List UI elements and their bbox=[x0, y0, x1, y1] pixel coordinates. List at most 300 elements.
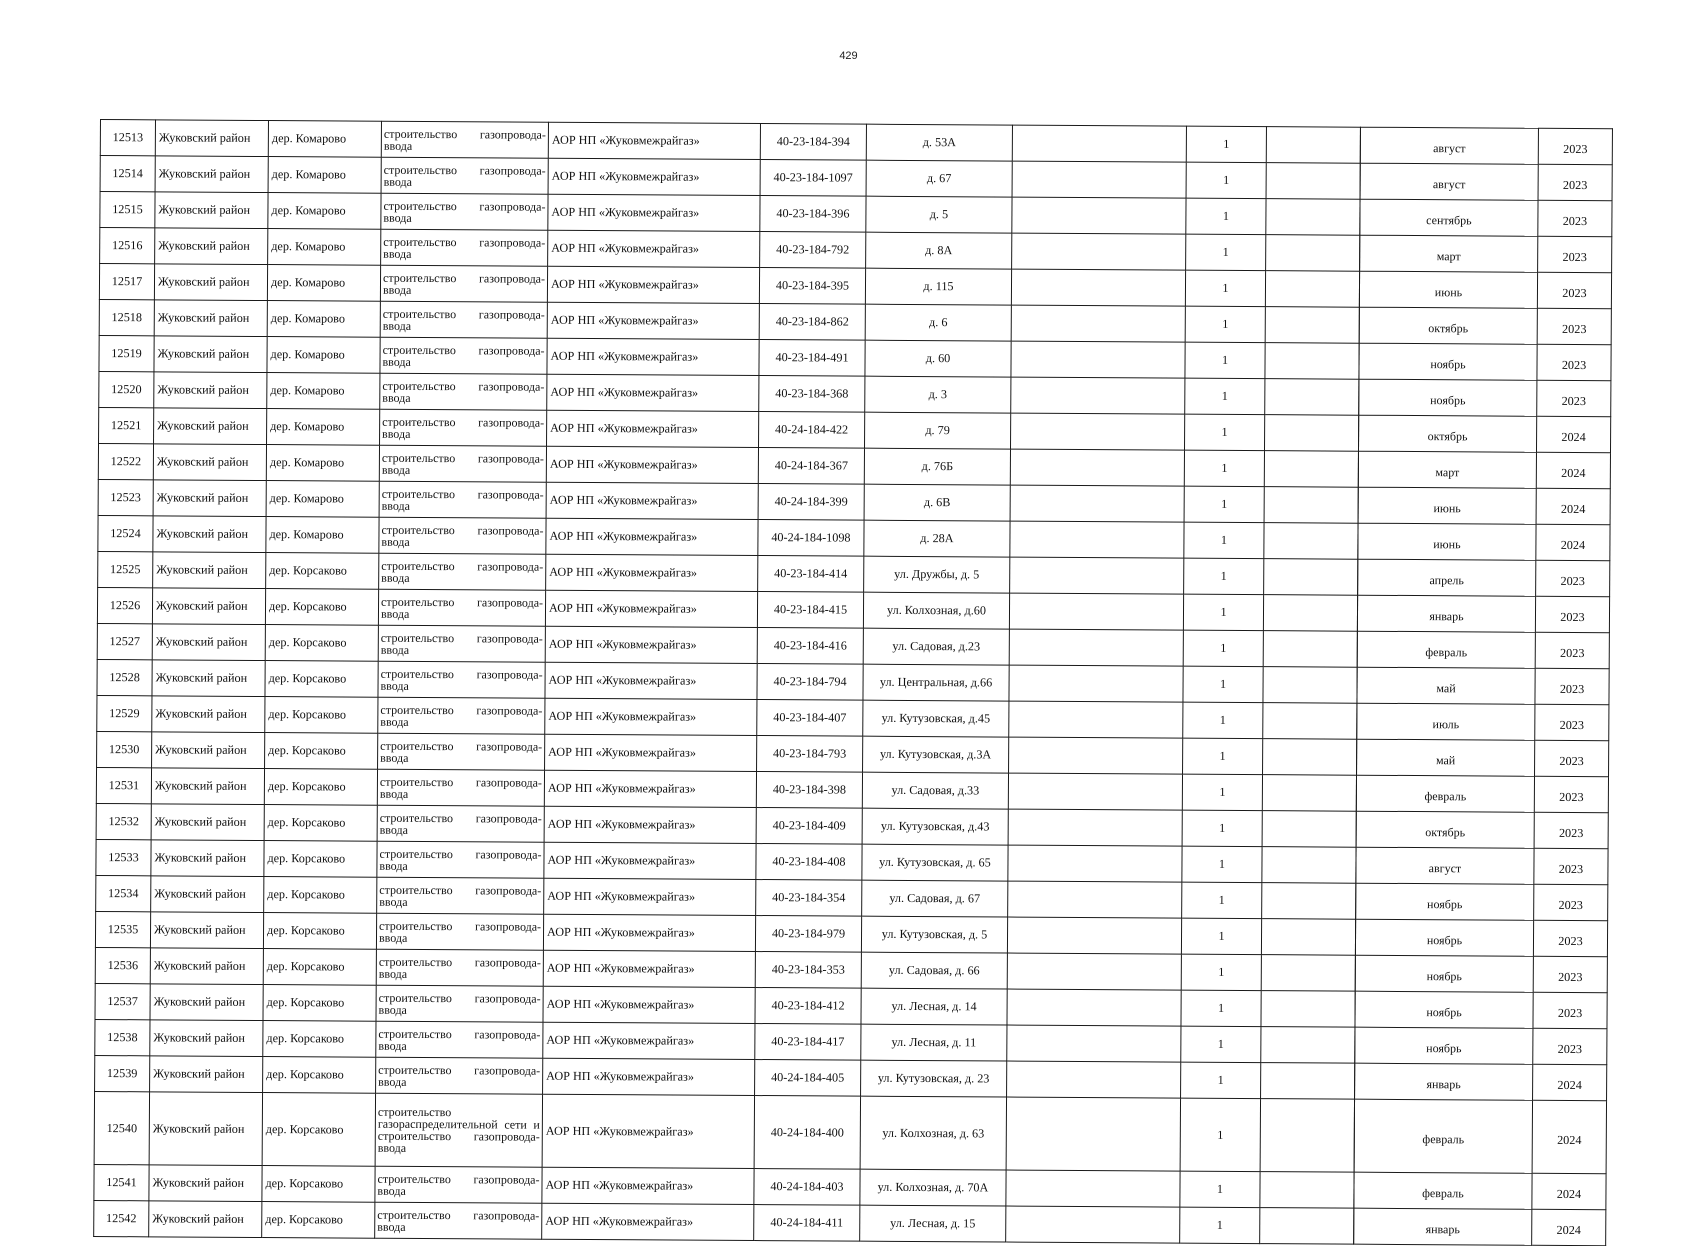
empty-cell bbox=[1007, 917, 1181, 954]
year-cell: 2024 bbox=[1533, 1064, 1607, 1100]
organization-cell: АОР НП «Жуковмежрайгаз» bbox=[544, 842, 756, 879]
empty-cell bbox=[1264, 523, 1358, 560]
month-cell: январь bbox=[1354, 1208, 1532, 1245]
row-number: 12518 bbox=[99, 299, 154, 335]
year-cell: 2023 bbox=[1533, 1028, 1607, 1064]
empty-cell bbox=[1261, 1027, 1355, 1064]
organization-cell: АОР НП «Жуковмежрайгаз» bbox=[543, 1058, 755, 1095]
address-cell: ул. Садовая, д. 67 bbox=[862, 880, 1008, 917]
work-type-cell: строительство газопровода-ввода bbox=[381, 229, 548, 266]
quantity-cell: 1 bbox=[1180, 1207, 1260, 1243]
year-cell: 2024 bbox=[1532, 1173, 1606, 1209]
empty-cell bbox=[1009, 629, 1183, 666]
year-cell: 2024 bbox=[1532, 1209, 1606, 1245]
year-cell: 2023 bbox=[1533, 992, 1607, 1028]
district-cell: Жуковский район bbox=[153, 552, 266, 589]
village-cell: дер. Корсаково bbox=[264, 841, 377, 878]
year-cell: 2023 bbox=[1533, 920, 1607, 956]
quantity-cell: 1 bbox=[1183, 630, 1263, 666]
year-cell: 2023 bbox=[1534, 848, 1608, 884]
work-type-cell: строительство газопровода-ввода bbox=[379, 553, 546, 590]
row-number: 12533 bbox=[96, 839, 151, 875]
work-type-cell: строительство газопровода-ввода bbox=[378, 589, 545, 626]
empty-cell bbox=[1265, 307, 1359, 344]
empty-cell bbox=[1009, 665, 1183, 702]
quantity-cell: 1 bbox=[1185, 342, 1265, 378]
village-cell: дер. Корсаково bbox=[263, 1021, 376, 1058]
row-number: 12534 bbox=[96, 875, 151, 911]
empty-cell bbox=[1006, 1206, 1180, 1243]
row-number: 12515 bbox=[100, 192, 155, 228]
organization-cell: АОР НП «Жуковмежрайгаз» bbox=[546, 446, 758, 483]
year-cell: 2023 bbox=[1538, 236, 1612, 272]
work-type-cell: строительство газопровода-ввода bbox=[381, 157, 548, 194]
object-code-cell: 40-23-184-1097 bbox=[760, 160, 866, 197]
work-type-cell: строительство газопровода-ввода bbox=[375, 1202, 542, 1239]
village-cell: дер. Комарово bbox=[266, 481, 379, 518]
year-cell: 2023 bbox=[1534, 812, 1608, 848]
month-cell: октябрь bbox=[1356, 811, 1534, 848]
month-cell: февраль bbox=[1354, 1172, 1532, 1209]
empty-cell bbox=[1011, 341, 1185, 378]
row-number: 12538 bbox=[95, 1019, 150, 1055]
quantity-cell: 1 bbox=[1185, 270, 1265, 306]
district-cell: Жуковский район bbox=[150, 1056, 263, 1093]
quantity-cell: 1 bbox=[1186, 198, 1266, 234]
work-type-cell: строительство газопровода-ввода bbox=[378, 661, 545, 698]
district-cell: Жуковский район bbox=[152, 624, 265, 661]
empty-cell bbox=[1261, 919, 1355, 956]
work-type-cell: строительство газопровода-ввода bbox=[381, 193, 548, 230]
empty-cell bbox=[1265, 379, 1359, 416]
month-cell: июль bbox=[1357, 703, 1535, 740]
quantity-cell: 1 bbox=[1185, 306, 1265, 342]
empty-cell bbox=[1263, 739, 1357, 776]
organization-cell: АОР НП «Жуковмежрайгаз» bbox=[548, 158, 760, 195]
district-cell: Жуковский район bbox=[153, 480, 266, 517]
object-code-cell: 40-23-184-792 bbox=[760, 232, 866, 269]
work-type-cell: строительство газопровода-ввода bbox=[380, 409, 547, 446]
empty-cell bbox=[1263, 595, 1357, 632]
empty-cell bbox=[1266, 163, 1360, 200]
district-cell: Жуковский район bbox=[151, 804, 264, 841]
row-number: 12527 bbox=[97, 623, 152, 659]
empty-cell bbox=[1261, 991, 1355, 1028]
row-number: 12522 bbox=[98, 443, 153, 479]
work-type-cell: строительство газопровода-ввода bbox=[380, 337, 547, 374]
month-cell: ноябрь bbox=[1355, 991, 1533, 1028]
district-cell: Жуковский район bbox=[151, 876, 264, 913]
year-cell: 2023 bbox=[1537, 272, 1611, 308]
year-cell: 2023 bbox=[1537, 308, 1611, 344]
district-cell: Жуковский район bbox=[154, 372, 267, 409]
month-cell: октябрь bbox=[1358, 415, 1536, 452]
year-cell: 2024 bbox=[1532, 1100, 1606, 1173]
village-cell: дер. Корсаково bbox=[263, 985, 376, 1022]
work-type-cell: строительство газопровода-ввода bbox=[377, 769, 544, 806]
month-cell: ноябрь bbox=[1355, 955, 1533, 992]
address-cell: ул. Кутузовская, д.3А bbox=[863, 736, 1009, 773]
object-code-cell: 40-23-184-407 bbox=[757, 700, 863, 737]
address-cell: д. 60 bbox=[865, 340, 1011, 377]
village-cell: дер. Комарово bbox=[267, 337, 380, 374]
gasification-table-wrap bbox=[93, 119, 1612, 1246]
empty-cell bbox=[1261, 955, 1355, 992]
quantity-cell: 1 bbox=[1184, 558, 1264, 594]
object-code-cell: 40-23-184-415 bbox=[757, 592, 863, 629]
row-number: 12517 bbox=[99, 264, 154, 300]
month-cell: июнь bbox=[1358, 523, 1536, 560]
district-cell: Жуковский район bbox=[153, 516, 266, 553]
object-code-cell: 40-23-184-353 bbox=[755, 952, 861, 989]
quantity-cell: 1 bbox=[1183, 702, 1263, 738]
object-code-cell: 40-23-184-396 bbox=[760, 196, 866, 233]
object-code-cell: 40-23-184-368 bbox=[759, 376, 865, 413]
organization-cell: АОР НП «Жуковмежрайгаз» bbox=[543, 950, 755, 987]
village-cell: дер. Комарово bbox=[267, 301, 380, 338]
empty-cell bbox=[1260, 1208, 1354, 1245]
village-cell: дер. Корсаково bbox=[263, 1057, 376, 1094]
organization-cell: АОР НП «Жуковмежрайгаз» bbox=[542, 1203, 754, 1240]
organization-cell: АОР НП «Жуковмежрайгаз» bbox=[543, 986, 755, 1023]
district-cell: Жуковский район bbox=[154, 264, 267, 301]
empty-cell bbox=[1007, 1025, 1181, 1062]
object-code-cell: 40-24-184-400 bbox=[754, 1096, 860, 1170]
empty-cell bbox=[1262, 883, 1356, 920]
organization-cell: АОР НП «Жуковмежрайгаз» bbox=[547, 374, 759, 411]
month-cell: февраль bbox=[1357, 631, 1535, 668]
year-cell: 2023 bbox=[1535, 668, 1609, 704]
district-cell: Жуковский район bbox=[149, 1092, 262, 1166]
empty-cell bbox=[1008, 773, 1182, 810]
quantity-cell: 1 bbox=[1183, 666, 1263, 702]
quantity-cell: 1 bbox=[1181, 990, 1261, 1026]
organization-cell: АОР НП «Жуковмежрайгаз» bbox=[545, 734, 757, 771]
district-cell: Жуковский район bbox=[150, 948, 263, 985]
object-code-cell: 40-23-184-794 bbox=[757, 664, 863, 701]
empty-cell bbox=[1006, 1097, 1180, 1171]
address-cell: д. 3 bbox=[865, 376, 1011, 413]
year-cell: 2024 bbox=[1536, 452, 1610, 488]
object-code-cell: 40-24-184-403 bbox=[754, 1169, 860, 1206]
object-code-cell: 40-23-184-354 bbox=[756, 880, 862, 917]
quantity-cell: 1 bbox=[1181, 954, 1261, 990]
address-cell: ул. Кутузовская, д. 23 bbox=[861, 1060, 1007, 1097]
row-number: 12531 bbox=[96, 767, 151, 803]
quantity-cell: 1 bbox=[1183, 594, 1263, 630]
district-cell: Жуковский район bbox=[152, 696, 265, 733]
quantity-cell: 1 bbox=[1184, 450, 1264, 486]
row-number: 12537 bbox=[95, 983, 150, 1019]
empty-cell bbox=[1266, 199, 1360, 236]
village-cell: дер. Корсаково bbox=[263, 913, 376, 950]
month-cell: август bbox=[1356, 847, 1534, 884]
address-cell: д. 8А bbox=[866, 232, 1012, 269]
empty-cell bbox=[1262, 775, 1356, 812]
address-cell: д. 6 bbox=[865, 304, 1011, 341]
year-cell: 2023 bbox=[1535, 704, 1609, 740]
empty-cell bbox=[1007, 953, 1181, 990]
work-type-cell: строительство газопровода-ввода bbox=[377, 877, 544, 914]
address-cell: ул. Лесная, д. 11 bbox=[861, 1024, 1007, 1061]
work-type-cell: строительство газопровода-ввода bbox=[376, 1021, 543, 1058]
work-type-cell: строительство газопровода-ввода bbox=[376, 1057, 543, 1094]
address-cell: ул. Центральная, д.66 bbox=[863, 664, 1009, 701]
year-cell: 2023 bbox=[1536, 560, 1610, 596]
object-code-cell: 40-24-184-399 bbox=[758, 484, 864, 521]
empty-cell bbox=[1264, 415, 1358, 452]
organization-cell: АОР НП «Жуковмежрайгаз» bbox=[547, 410, 759, 447]
empty-cell bbox=[1263, 703, 1357, 740]
empty-cell bbox=[1266, 127, 1360, 164]
month-cell: январь bbox=[1357, 595, 1535, 632]
table-body bbox=[94, 120, 1613, 1246]
village-cell: дер. Корсаково bbox=[265, 661, 378, 698]
district-cell: Жуковский район bbox=[155, 192, 268, 229]
year-cell: 2024 bbox=[1536, 416, 1610, 452]
object-code-cell: 40-23-184-979 bbox=[755, 916, 861, 953]
table-row bbox=[94, 1091, 1606, 1173]
quantity-cell: 1 bbox=[1181, 918, 1261, 954]
work-type-cell: строительство газопровода-ввода bbox=[376, 949, 543, 986]
organization-cell: АОР НП «Жуковмежрайгаз» bbox=[543, 1022, 755, 1059]
village-cell: дер. Комарово bbox=[268, 193, 381, 230]
year-cell: 2023 bbox=[1535, 596, 1609, 632]
village-cell: дер. Корсаково bbox=[265, 625, 378, 662]
district-cell: Жуковский район bbox=[151, 840, 264, 877]
year-cell: 2023 bbox=[1534, 776, 1608, 812]
empty-cell bbox=[1264, 451, 1358, 488]
row-number: 12529 bbox=[97, 695, 152, 731]
empty-cell bbox=[1012, 233, 1186, 270]
quantity-cell: 1 bbox=[1182, 774, 1262, 810]
work-type-cell: строительство газопровода-ввода bbox=[376, 985, 543, 1022]
empty-cell bbox=[1011, 413, 1185, 450]
district-cell: Жуковский район bbox=[152, 588, 265, 625]
quantity-cell: 1 bbox=[1180, 1098, 1260, 1171]
village-cell: дер. Комарово bbox=[268, 121, 381, 158]
row-number: 12539 bbox=[95, 1055, 150, 1091]
organization-cell: АОР НП «Жуковмежрайгаз» bbox=[542, 1167, 754, 1204]
empty-cell bbox=[1265, 343, 1359, 380]
address-cell: ул. Колхозная, д. 63 bbox=[860, 1096, 1006, 1170]
empty-cell bbox=[1010, 521, 1184, 558]
year-cell: 2024 bbox=[1536, 524, 1610, 560]
year-cell: 2023 bbox=[1535, 740, 1609, 776]
object-code-cell: 40-24-184-1098 bbox=[758, 520, 864, 557]
quantity-cell: 1 bbox=[1185, 378, 1265, 414]
work-type-cell: строительство газопровода-ввода bbox=[379, 445, 546, 482]
object-code-cell: 40-23-184-417 bbox=[755, 1024, 861, 1061]
work-type-cell: строительство газопровода-ввода bbox=[375, 1166, 542, 1203]
address-cell: ул. Кутузовская, д.45 bbox=[863, 700, 1009, 737]
empty-cell bbox=[1262, 847, 1356, 884]
row-number: 12528 bbox=[97, 659, 152, 695]
empty-cell bbox=[1260, 1172, 1354, 1209]
month-cell: март bbox=[1358, 451, 1536, 488]
village-cell: дер. Корсаково bbox=[264, 877, 377, 914]
organization-cell: АОР НП «Жуковмежрайгаз» bbox=[546, 518, 758, 555]
address-cell: ул. Лесная, д. 14 bbox=[861, 988, 1007, 1025]
year-cell: 2023 bbox=[1534, 884, 1608, 920]
row-number: 12524 bbox=[98, 515, 153, 551]
village-cell: дер. Корсаково bbox=[263, 949, 376, 986]
organization-cell: АОР НП «Жуковмежрайгаз» bbox=[546, 482, 758, 519]
object-code-cell: 40-23-184-862 bbox=[759, 304, 865, 341]
month-cell: сентябрь bbox=[1360, 199, 1538, 236]
district-cell: Жуковский район bbox=[150, 912, 263, 949]
month-cell: август bbox=[1360, 127, 1538, 164]
village-cell: дер. Комарово bbox=[267, 409, 380, 446]
work-type-cell: строительство газопровода-ввода bbox=[377, 805, 544, 842]
address-cell: ул. Колхозная, д. 70А bbox=[860, 1169, 1006, 1206]
month-cell: май bbox=[1357, 667, 1535, 704]
address-cell: ул. Садовая, д. 66 bbox=[861, 952, 1007, 989]
work-type-cell: строительство газопровода-ввода bbox=[380, 373, 547, 410]
year-cell: 2023 bbox=[1538, 200, 1612, 236]
month-cell: ноябрь bbox=[1355, 919, 1533, 956]
village-cell: дер. Корсаково bbox=[262, 1093, 375, 1167]
district-cell: Жуковский район bbox=[151, 768, 264, 805]
year-cell: 2023 bbox=[1537, 380, 1611, 416]
object-code-cell: 40-24-184-422 bbox=[759, 412, 865, 449]
empty-cell bbox=[1265, 271, 1359, 308]
empty-cell bbox=[1006, 1170, 1180, 1207]
address-cell: д. 6В bbox=[864, 484, 1010, 521]
organization-cell: АОР НП «Жуковмежрайгаз» bbox=[544, 770, 756, 807]
month-cell: октябрь bbox=[1359, 307, 1537, 344]
empty-cell bbox=[1011, 305, 1185, 342]
village-cell: дер. Корсаково bbox=[266, 553, 379, 590]
month-cell: август bbox=[1360, 163, 1538, 200]
year-cell: 2023 bbox=[1537, 344, 1611, 380]
district-cell: Жуковский район bbox=[155, 120, 268, 157]
empty-cell bbox=[1012, 125, 1186, 162]
address-cell: д. 28А bbox=[864, 520, 1010, 557]
object-code-cell: 40-23-184-491 bbox=[759, 340, 865, 377]
row-number: 12526 bbox=[97, 587, 152, 623]
year-cell: 2023 bbox=[1538, 128, 1612, 164]
empty-cell bbox=[1264, 487, 1358, 524]
work-type-cell: строительство газопровода-ввода bbox=[377, 841, 544, 878]
object-code-cell: 40-23-184-398 bbox=[756, 772, 862, 809]
row-number: 12513 bbox=[100, 120, 155, 156]
quantity-cell: 1 bbox=[1182, 882, 1262, 918]
empty-cell bbox=[1266, 235, 1360, 272]
empty-cell bbox=[1009, 737, 1183, 774]
month-cell: май bbox=[1357, 739, 1535, 776]
district-cell: Жуковский район bbox=[154, 408, 267, 445]
empty-cell bbox=[1011, 377, 1185, 414]
year-cell: 2024 bbox=[1536, 488, 1610, 524]
month-cell: февраль bbox=[1356, 775, 1534, 812]
organization-cell: АОР НП «Жуковмежрайгаз» bbox=[544, 806, 756, 843]
address-cell: ул. Садовая, д.33 bbox=[862, 772, 1008, 809]
object-code-cell: 40-23-184-395 bbox=[759, 268, 865, 305]
organization-cell: АОР НП «Жуковмежрайгаз» bbox=[548, 230, 760, 267]
quantity-cell: 1 bbox=[1186, 126, 1266, 162]
district-cell: Жуковский район bbox=[150, 984, 263, 1021]
work-type-cell: строительство газопровода-ввода bbox=[378, 625, 545, 662]
object-code-cell: 40-24-184-367 bbox=[758, 448, 864, 485]
month-cell: июнь bbox=[1358, 487, 1536, 524]
quantity-cell: 1 bbox=[1184, 414, 1264, 450]
village-cell: дер. Корсаково bbox=[264, 805, 377, 842]
row-number: 12521 bbox=[99, 407, 154, 443]
district-cell: Жуковский район bbox=[149, 1201, 262, 1238]
object-code-cell: 40-23-184-408 bbox=[756, 844, 862, 881]
organization-cell: АОР НП «Жуковмежрайгаз» bbox=[547, 266, 759, 303]
row-number: 12514 bbox=[100, 156, 155, 192]
empty-cell bbox=[1011, 269, 1185, 306]
organization-cell: АОР НП «Жуковмежрайгаз» bbox=[545, 698, 757, 735]
empty-cell bbox=[1009, 701, 1183, 738]
month-cell: апрель bbox=[1358, 559, 1536, 596]
row-number: 12525 bbox=[98, 551, 153, 587]
page-number: 429 bbox=[0, 50, 1697, 62]
empty-cell bbox=[1010, 449, 1184, 486]
row-number: 12532 bbox=[96, 803, 151, 839]
village-cell: дер. Корсаково bbox=[262, 1166, 375, 1203]
month-cell: ноябрь bbox=[1359, 379, 1537, 416]
village-cell: дер. Корсаково bbox=[265, 733, 378, 770]
address-cell: ул. Лесная, д. 15 bbox=[860, 1205, 1006, 1242]
month-cell: ноябрь bbox=[1356, 883, 1534, 920]
row-number: 12540 bbox=[94, 1091, 149, 1164]
empty-cell bbox=[1012, 161, 1186, 198]
village-cell: дер. Комарово bbox=[266, 445, 379, 482]
quantity-cell: 1 bbox=[1184, 522, 1264, 558]
empty-cell bbox=[1263, 667, 1357, 704]
organization-cell: АОР НП «Жуковмежрайгаз» bbox=[546, 554, 758, 591]
row-number: 12520 bbox=[99, 371, 154, 407]
work-type-cell: строительство газопровода-ввода bbox=[378, 697, 545, 734]
month-cell: ноябрь bbox=[1355, 1027, 1533, 1064]
object-code-cell: 40-23-184-412 bbox=[755, 988, 861, 1025]
empty-cell bbox=[1012, 197, 1186, 234]
work-type-cell: строительство газопровода-ввода bbox=[376, 913, 543, 950]
month-cell: ноябрь bbox=[1359, 343, 1537, 380]
district-cell: Жуковский район bbox=[152, 660, 265, 697]
address-cell: д. 53А bbox=[866, 124, 1012, 161]
quantity-cell: 1 bbox=[1186, 162, 1266, 198]
village-cell: дер. Корсаково bbox=[264, 769, 377, 806]
month-cell: март bbox=[1360, 235, 1538, 272]
empty-cell bbox=[1010, 485, 1184, 522]
object-code-cell: 40-24-184-411 bbox=[754, 1205, 860, 1242]
address-cell: ул. Колхозная, д.60 bbox=[863, 592, 1009, 629]
quantity-cell: 1 bbox=[1182, 846, 1262, 882]
address-cell: ул. Кутузовская, д. 5 bbox=[861, 916, 1007, 953]
object-code-cell: 40-23-184-416 bbox=[757, 628, 863, 665]
gasification-table bbox=[93, 119, 1613, 1246]
empty-cell bbox=[1007, 1061, 1181, 1098]
address-cell: д. 76Б bbox=[864, 448, 1010, 485]
address-cell: д. 67 bbox=[866, 160, 1012, 197]
month-cell: февраль bbox=[1354, 1099, 1532, 1173]
empty-cell bbox=[1008, 809, 1182, 846]
work-type-cell: строительство газопровода-ввода bbox=[378, 733, 545, 770]
work-type-cell: строительство газопровода-ввода bbox=[380, 265, 547, 302]
empty-cell bbox=[1260, 1099, 1354, 1173]
village-cell: дер. Комарово bbox=[268, 229, 381, 266]
object-code-cell: 40-24-184-405 bbox=[755, 1060, 861, 1097]
address-cell: ул. Кутузовская, д.43 bbox=[862, 808, 1008, 845]
organization-cell: АОР НП «Жуковмежрайгаз» bbox=[548, 194, 760, 231]
row-number: 12519 bbox=[99, 335, 154, 371]
quantity-cell: 1 bbox=[1183, 738, 1263, 774]
empty-cell bbox=[1009, 593, 1183, 630]
